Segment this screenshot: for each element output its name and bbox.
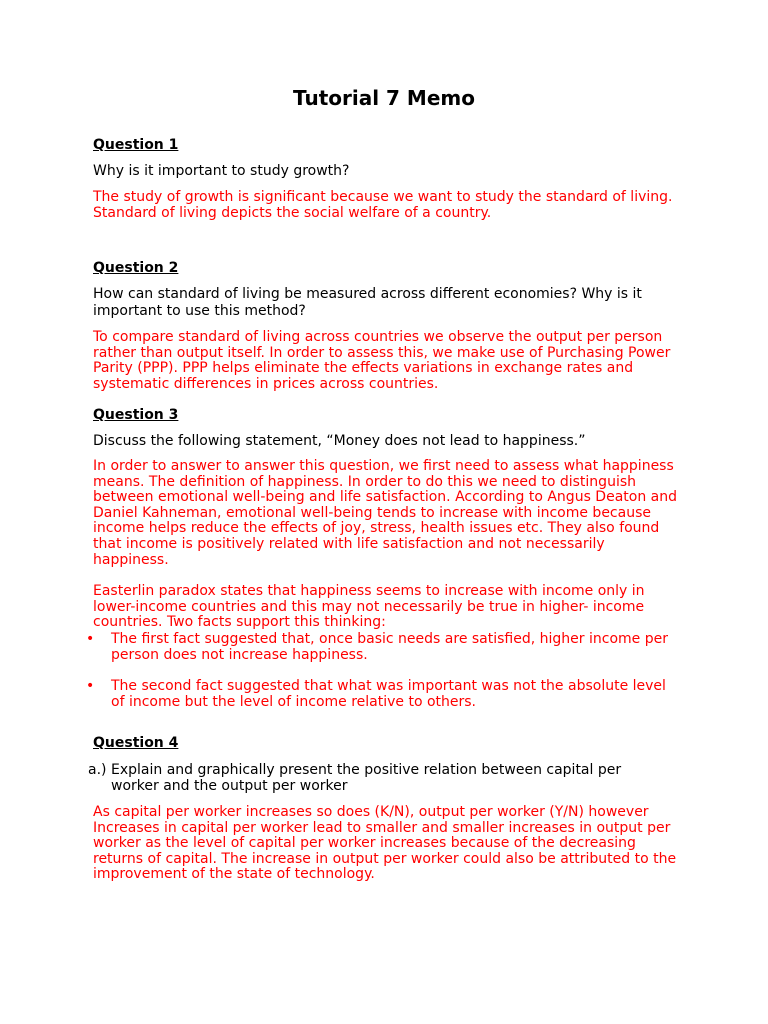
question-4a: [88, 762, 648, 796]
question-3-heading: Question 3: [93, 407, 179, 423]
bullet-icon: •: [86, 631, 95, 647]
question-4a-label: a.): [88, 762, 107, 778]
list-item-text: The first fact suggested that, once basic needs are satisfied, higher income per person does not increase happiness.: [111, 631, 668, 663]
question-3-text: Discuss the following statement, “Money does not lead to happiness.”: [93, 433, 586, 449]
question-4-answer: As capital per worker increases so does (K/N), output per worker (Y/N) however Increases in capital per worker lead to smaller and smaller increases in output per worker as the level of capital per worker increases because of the decreasing returns of capital. The increase in output per worker could also be attributed to the improvement of the state of technology.: [93, 804, 677, 883]
question-1-heading: Question 1: [93, 137, 179, 153]
question-1-text: Why is it important to study growth?: [93, 163, 350, 179]
question-3-answer-paragraph-1: In order to answer to answer this question, we first need to assess what happiness means. The definition of happiness. In order to do this we need to distinguish between emotional well-being and life satisfaction. According to Angus Deaton and Daniel Kahneman, emotional well-being tends to increase with income because income helps reduce the effects of joy, stress, health issues etc. They also found that income is positively related with life satisfaction and not necessarily happiness.: [93, 458, 678, 568]
bullet-icon: •: [86, 678, 95, 694]
list-item: [86, 631, 686, 663]
question-3-answer-paragraph-2: Easterlin paradox states that happiness seems to increase with income only in lower-income countries and this may not necessarily be true in higher- income countries. Two facts support this thinking:: [93, 583, 645, 631]
list-item: [86, 678, 686, 710]
question-4a-text: Explain and graphically present the positive relation between capital per worker and the output per worker: [111, 762, 622, 794]
page-title: Tutorial 7 Memo: [293, 86, 475, 110]
question-2-answer: To compare standard of living across countries we observe the output per person rather than output itself. In order to assess this, we make use of Purchasing Power Parity (PPP). PPP helps eliminate the effects variations in exchange rates and systematic differences in prices across countries.: [93, 329, 671, 392]
question-2-heading: Question 2: [93, 260, 179, 276]
question-4-heading: Question 4: [93, 735, 179, 751]
list-item-text: The second fact suggested that what was important was not the absolute level of income but the level of income relative to others.: [111, 678, 666, 710]
question-2-text: How can standard of living be measured across different economies? Why is it important to use this method?: [93, 286, 642, 319]
question-1-answer: The study of growth is significant because we want to study the standard of living. Standard of living depicts the social welfare of a country.: [93, 189, 673, 221]
